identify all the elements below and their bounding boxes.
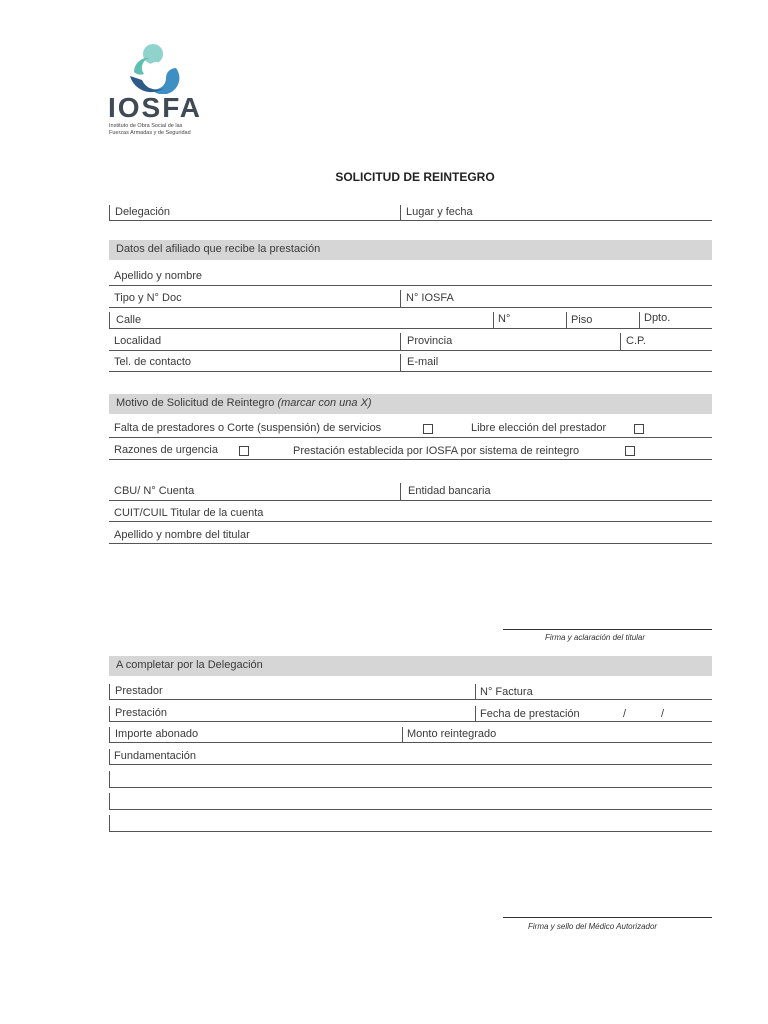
prestador-field[interactable] [109,699,712,700]
apellido-nombre-field[interactable] [109,285,712,286]
logo-subtitle: Instituto de Obra Social de las Fuerzas Armadas y de Seguridad [109,123,191,136]
cbu-field[interactable] [109,500,712,501]
apellido-nombre-label: Apellido y nombre [114,270,203,282]
field-divider [109,749,110,764]
titular-field[interactable] [109,543,712,544]
delegacion-section-title: A completar por la Delegación [116,659,263,671]
row-divider [109,437,712,438]
opt-sistema-reintegro-checkbox[interactable] [625,446,635,456]
tipo-doc-label: Tipo y N° Doc [114,292,182,304]
field-divider [400,290,401,307]
afiliado-section-header [109,240,712,260]
logo-wordmark: IOSFA [108,92,203,123]
field-divider [109,771,110,787]
cuit-label: CUIT/CUIL Titular de la cuenta [114,507,264,519]
field-divider [566,312,567,328]
field-divider [475,684,476,699]
opt-libre-eleccion-label: Libre elección del prestador [471,422,607,434]
field-divider [475,706,476,721]
fecha-separator: / [623,708,627,720]
motivo-title-text: Motivo de Solicitud de Reintegro [116,397,275,409]
field-divider [400,333,401,350]
fundamentacion-line[interactable] [109,809,712,810]
iosfa-logo-icon [126,42,182,94]
dpto-label: Dpto. [644,312,671,324]
field-divider [493,312,494,328]
fundamentacion-label: Fundamentación [114,750,196,762]
motivo-title-note: (marcar con una X) [277,397,372,409]
email-label: E-mail [407,356,439,368]
motivo-section-header [109,394,712,414]
opt-sistema-reintegro-label: Prestación establecida por IOSFA por sistema de reintegro [293,445,580,457]
field-divider [620,333,621,350]
monto-label: Monto reintegrado [407,728,497,740]
provincia-label: Provincia [407,335,453,347]
cbu-label: CBU/ N° Cuenta [114,485,195,497]
field-divider [109,706,110,721]
fundamentacion-field[interactable] [109,764,712,765]
fecha-prestacion-label: Fecha de prestación [480,708,580,720]
piso-label: Piso [571,314,593,326]
page-title: SOLICITUD DE REINTEGRO [335,170,495,184]
localidad-label: Localidad [114,335,162,347]
field-divider [109,793,110,809]
fundamentacion-line[interactable] [109,831,712,832]
lugar-fecha-label: Lugar y fecha [406,206,473,218]
field-divider [400,483,401,500]
delegacion-section-header [109,656,712,676]
row-divider [109,459,712,460]
firma-titular-line[interactable] [503,629,712,630]
afiliado-section-title: Datos del afiliado que recibe la prestación [116,243,321,255]
titular-label: Apellido y nombre del titular [114,529,250,541]
localidad-field[interactable] [109,350,712,351]
tel-label: Tel. de contacto [114,356,192,368]
delegacion-label: Delegación [115,206,171,218]
entidad-label: Entidad bancaria [408,485,491,497]
tel-field[interactable] [109,371,712,372]
field-divider [400,205,401,220]
calle-field[interactable] [109,328,712,329]
importe-label: Importe abonado [115,728,199,740]
field-divider [109,815,110,831]
cuit-field[interactable] [109,521,712,522]
field-divider [402,727,403,742]
prestacion-field[interactable] [109,721,712,722]
field-divider [109,684,110,699]
field-divider [639,312,640,328]
opt-libre-eleccion-checkbox[interactable] [634,424,644,434]
firma-medico-line[interactable] [503,917,712,918]
opt-urgencia-label: Razones de urgencia [114,444,218,456]
opt-falta-prestadores-checkbox[interactable] [423,424,433,434]
numero-label: N° [498,313,511,325]
fundamentacion-line[interactable] [109,787,712,788]
n-iosfa-label: N° IOSFA [406,292,454,304]
calle-label: Calle [116,314,142,326]
field-divider [400,354,401,371]
cp-label: C.P. [626,335,646,347]
field-divider [109,727,110,742]
importe-field[interactable] [109,742,712,743]
field-divider [109,205,110,220]
fecha-separator: / [661,708,665,720]
prestador-label: Prestador [115,685,163,697]
opt-falta-prestadores-label: Falta de prestadores o Corte (suspensión) de servicios [114,422,382,434]
tipo-doc-field[interactable] [109,307,712,308]
field-divider [109,312,110,328]
opt-urgencia-checkbox[interactable] [239,446,249,456]
motivo-section-title [116,397,372,409]
delegacion-field[interactable] [109,220,712,221]
firma-medico-label: Firma y sello del Médico Autorizador [528,922,658,931]
prestacion-label: Prestación [115,707,167,719]
n-factura-label: N° Factura [480,686,533,698]
firma-titular-label: Firma y aclaración del titular [545,633,646,642]
